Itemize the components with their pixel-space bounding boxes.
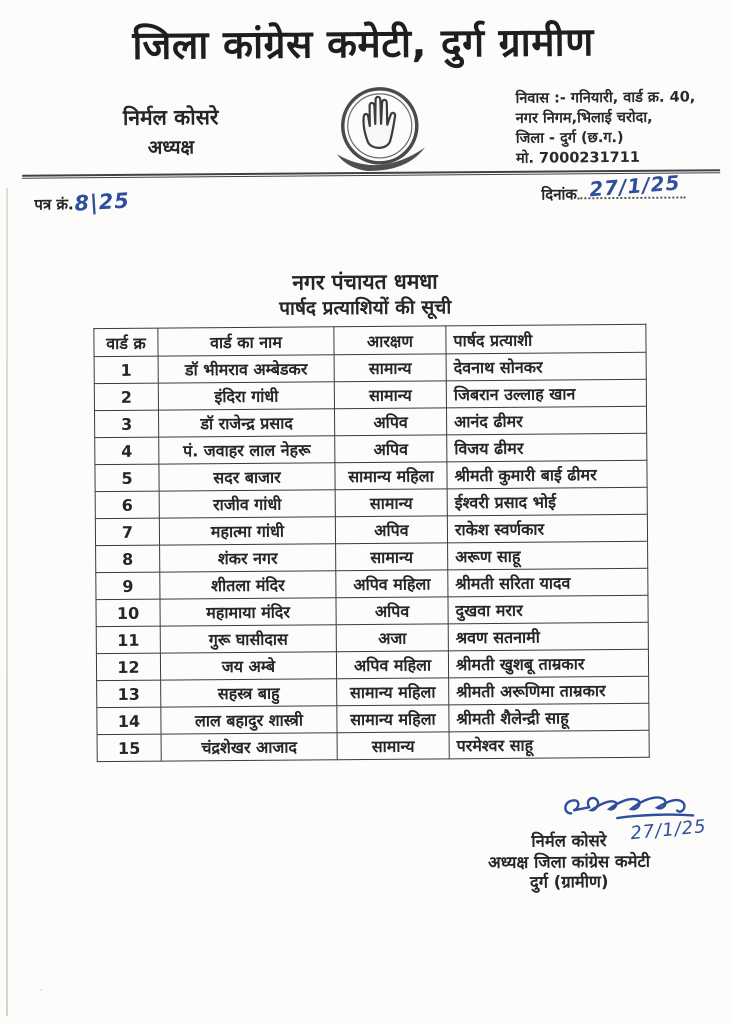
table-cell: अपिव महिला bbox=[336, 570, 448, 598]
table-cell: 8 bbox=[96, 545, 160, 573]
address-block bbox=[515, 87, 721, 169]
table-row bbox=[95, 433, 647, 464]
table-cell: शंकर नगर bbox=[160, 544, 336, 572]
table-row bbox=[96, 595, 648, 626]
table-cell: सामान्य bbox=[335, 489, 447, 517]
table-cell: सामान्य bbox=[334, 354, 446, 382]
table-cell: 6 bbox=[95, 491, 159, 519]
table-header-row bbox=[94, 324, 646, 356]
table-cell: डॉ राजेन्द्र प्रसाद bbox=[158, 409, 334, 437]
table-cell: 10 bbox=[96, 599, 160, 627]
table-row bbox=[96, 622, 648, 653]
table-cell: ईश्वरी प्रसाद भोई bbox=[447, 487, 647, 516]
letter-number-handwritten-value: 8|25 bbox=[73, 188, 131, 216]
table-row bbox=[95, 487, 647, 518]
signatory-name: निर्मल कोसरे bbox=[531, 831, 607, 851]
letterhead-title: जिला कांग्रेस कमेटी, दुर्ग ग्रामीण bbox=[132, 20, 595, 69]
table-cell: 13 bbox=[97, 680, 161, 708]
signatory-block bbox=[441, 830, 696, 894]
table-cell: परमेश्वर साहू bbox=[449, 730, 649, 759]
document-title: नगर पंचायत धमधा bbox=[292, 269, 438, 295]
table-cell: महात्मा गांधी bbox=[159, 517, 335, 545]
table-row bbox=[95, 460, 647, 491]
table-cell: 12 bbox=[96, 653, 160, 681]
address-line: मो. 7000231711 bbox=[515, 149, 640, 167]
table-cell: श्रीमती अरूणिमा ताम्रकार bbox=[449, 676, 649, 705]
table-cell: 5 bbox=[95, 464, 159, 492]
table-cell: श्रीमती कुमारी बाई ढीमर bbox=[447, 460, 647, 489]
table-cell: इंदिरा गांधी bbox=[158, 382, 334, 410]
column-header-reservation: आरक्षण bbox=[334, 326, 446, 355]
address-line: जिला - दुर्ग (छ.ग.) bbox=[515, 129, 624, 147]
table-cell: श्रवण सतनामी bbox=[448, 622, 648, 651]
table-row bbox=[96, 568, 648, 599]
table-cell: डॉ भीमराव अम्बेडकर bbox=[158, 355, 334, 383]
table-cell: 2 bbox=[94, 383, 158, 411]
address-line: नगर निगम,भिलाई चरोदा, bbox=[515, 109, 653, 127]
table-cell: सामान्य bbox=[336, 543, 448, 571]
letter-number bbox=[34, 190, 130, 215]
candidates-table bbox=[93, 324, 649, 762]
table-row bbox=[94, 379, 646, 410]
table-cell: सहस्त्र बाहु bbox=[161, 679, 337, 707]
table-cell: पं. जवाहर लाल नेहरू bbox=[159, 436, 335, 464]
signatory-designation: अध्यक्ष जिला कांग्रेस कमेटी bbox=[487, 851, 651, 872]
table-row bbox=[96, 541, 648, 572]
column-header-candidate: पार्षद प्रत्याशी bbox=[446, 324, 646, 354]
president-name: निर्मल कोसरे bbox=[122, 105, 219, 130]
table-cell: लाल बहादुर शास्त्री bbox=[161, 706, 337, 734]
signatory-region: दुर्ग (ग्रामीण) bbox=[529, 872, 609, 892]
table-cell: जय अम्बे bbox=[160, 652, 336, 680]
table-cell: अजा bbox=[336, 624, 448, 652]
table-cell: चंद्रशेखर आजाद bbox=[161, 733, 337, 761]
table-cell: श्रीमती सरिता यादव bbox=[448, 568, 648, 597]
table-cell: 14 bbox=[97, 707, 161, 735]
table-cell: सदर बाजार bbox=[159, 463, 335, 491]
table-cell: जिबरान उल्लाह खान bbox=[446, 379, 646, 408]
column-header-ward-name: वार्ड का नाम bbox=[158, 327, 334, 356]
table-cell: 15 bbox=[97, 734, 161, 762]
document-subtitle: पार्षद प्रत्याशियों की सूची bbox=[279, 296, 452, 320]
president-designation: अध्यक्ष bbox=[147, 136, 195, 159]
table-row bbox=[94, 352, 646, 383]
table-cell: सामान्य bbox=[337, 732, 449, 760]
table-cell: सामान्य महिला bbox=[335, 462, 447, 490]
table-cell: 1 bbox=[94, 356, 158, 384]
president-block bbox=[76, 103, 266, 160]
table-row bbox=[95, 514, 647, 545]
table-cell: शीतला मंदिर bbox=[160, 571, 336, 599]
table-cell: दुखवा मरार bbox=[448, 595, 648, 624]
date-label: दिनांक bbox=[541, 185, 577, 204]
table-cell: राजीव गांधी bbox=[159, 490, 335, 518]
table-cell: श्रीमती खुशबू ताम्रकार bbox=[448, 649, 648, 678]
table-cell: 7 bbox=[95, 518, 159, 546]
table-row bbox=[97, 730, 649, 761]
table-cell: आनंद ढीमर bbox=[446, 406, 646, 435]
table-cell: देवनाथ सोनकर bbox=[446, 352, 646, 381]
table-cell: विजय ढीमर bbox=[447, 433, 647, 462]
letter-number-label: पत्र क्रं. bbox=[34, 195, 74, 214]
table-cell: गुरू घासीदास bbox=[160, 625, 336, 653]
table-cell: श्रीमती शैलेन्द्री साहू bbox=[449, 703, 649, 732]
table-cell: अपिव bbox=[335, 435, 447, 463]
column-header-ward-no: वार्ड क्र bbox=[94, 328, 158, 357]
table-cell: सामान्य bbox=[334, 381, 446, 409]
table-row bbox=[97, 676, 649, 707]
table-cell: अरूण साहू bbox=[448, 541, 648, 570]
date-handwritten-value: 27/1/25 bbox=[588, 170, 682, 202]
table-cell: 9 bbox=[96, 572, 160, 600]
scan-smudge-artifact: · bbox=[40, 986, 43, 996]
table-cell: 3 bbox=[94, 410, 158, 438]
table-row bbox=[94, 406, 646, 437]
table-row bbox=[97, 703, 649, 734]
table-cell: महामाया मंदिर bbox=[160, 598, 336, 626]
table-cell: अपिव bbox=[334, 408, 446, 436]
table-cell: अपिव महिला bbox=[336, 651, 448, 679]
congress-hand-icon bbox=[328, 83, 431, 180]
date-field bbox=[541, 170, 685, 204]
table-cell: सामान्य महिला bbox=[337, 678, 449, 706]
table-cell: राकेश स्वर्णकार bbox=[447, 514, 647, 543]
table-row bbox=[96, 649, 648, 680]
table-cell: अपिव bbox=[335, 516, 447, 544]
table-cell: सामान्य महिला bbox=[337, 705, 449, 733]
table-cell: अपिव bbox=[336, 597, 448, 625]
table-cell: 4 bbox=[95, 437, 159, 465]
table-cell: 11 bbox=[96, 626, 160, 654]
signature-date-handwritten: 27/1/25 bbox=[629, 816, 708, 845]
address-line: निवास :- गनियारी, वार्ड क्र. 40, bbox=[515, 89, 696, 107]
